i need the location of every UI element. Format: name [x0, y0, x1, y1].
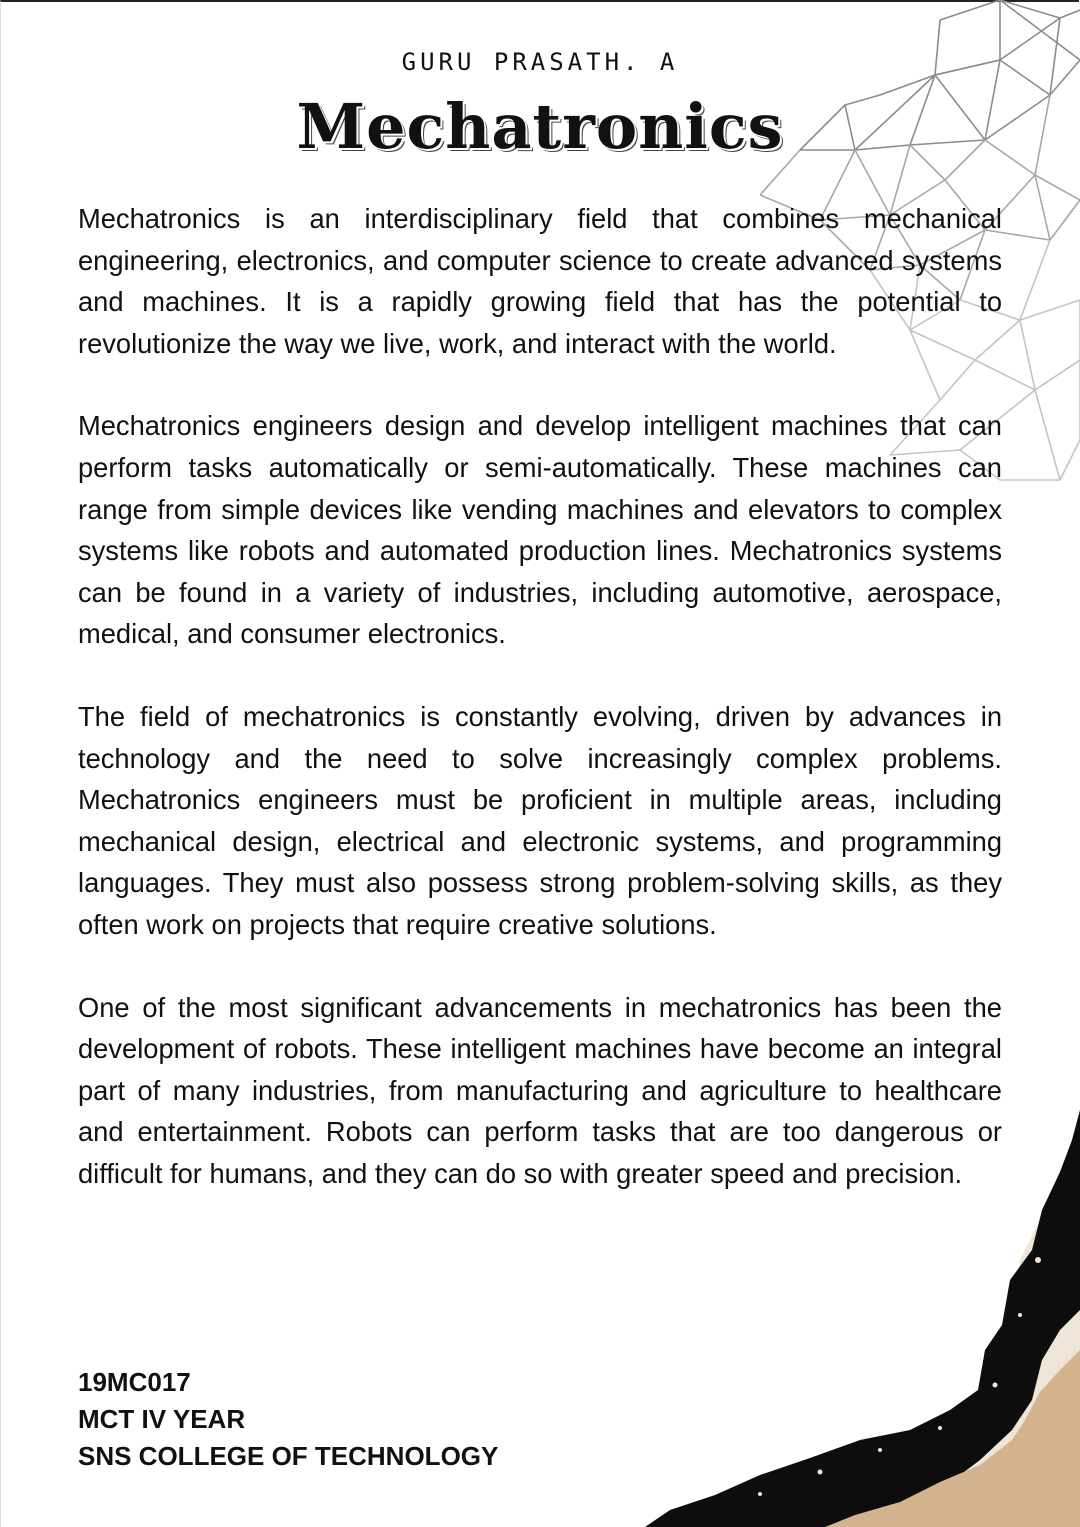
- author-name: GURU PRASATH. A: [401, 48, 679, 76]
- paragraph-1: Mechatronics is an interdisciplinary field that combines mechanical engineering, electronics, and computer science to create advanced systems and machines. It is a rapidly growing field that has the potential to revolutionize the way we live, work, and interact with the world.: [78, 203, 1002, 359]
- roll-number: 19MC017: [78, 1367, 191, 1397]
- page-title: Mechatronics: [296, 90, 784, 163]
- college-name: SNS COLLEGE OF TECHNOLOGY: [78, 1441, 499, 1471]
- author-details: [78, 1364, 498, 1475]
- paragraph-2: Mechatronics engineers design and develop intelligent machines that can perform tasks automatically or semi-automatically. These machines can range from simple devices like vending machines and elevators to complex systems like robots and automated production lines. Mechatronics systems can be found in a variety of industries, including automotive, aerospace, medical, and consumer electronics.: [78, 410, 1002, 650]
- article-body: [78, 198, 1002, 1235]
- paragraph-4: One of the most significant advancements in mechatronics has been the development of robots. These intelligent machines have become an integral part of many industries, from manufacturing and agriculture to healthcare and entertainment. Robots can perform tasks that are too dangerous or difficult for humans, and they can do so with greater speed and precision.: [78, 991, 1002, 1189]
- paragraph-3: The field of mechatronics is constantly evolving, driven by advances in technology and the need to solve increasingly complex problems. Mechatronics engineers must be proficient in multiple areas, including mechanical design, electrical and electronic systems, and programming languages. They must also possess strong problem-solving skills, as they often work on projects that require creative solutions.: [78, 700, 1002, 940]
- year-of-study: MCT IV YEAR: [78, 1404, 246, 1434]
